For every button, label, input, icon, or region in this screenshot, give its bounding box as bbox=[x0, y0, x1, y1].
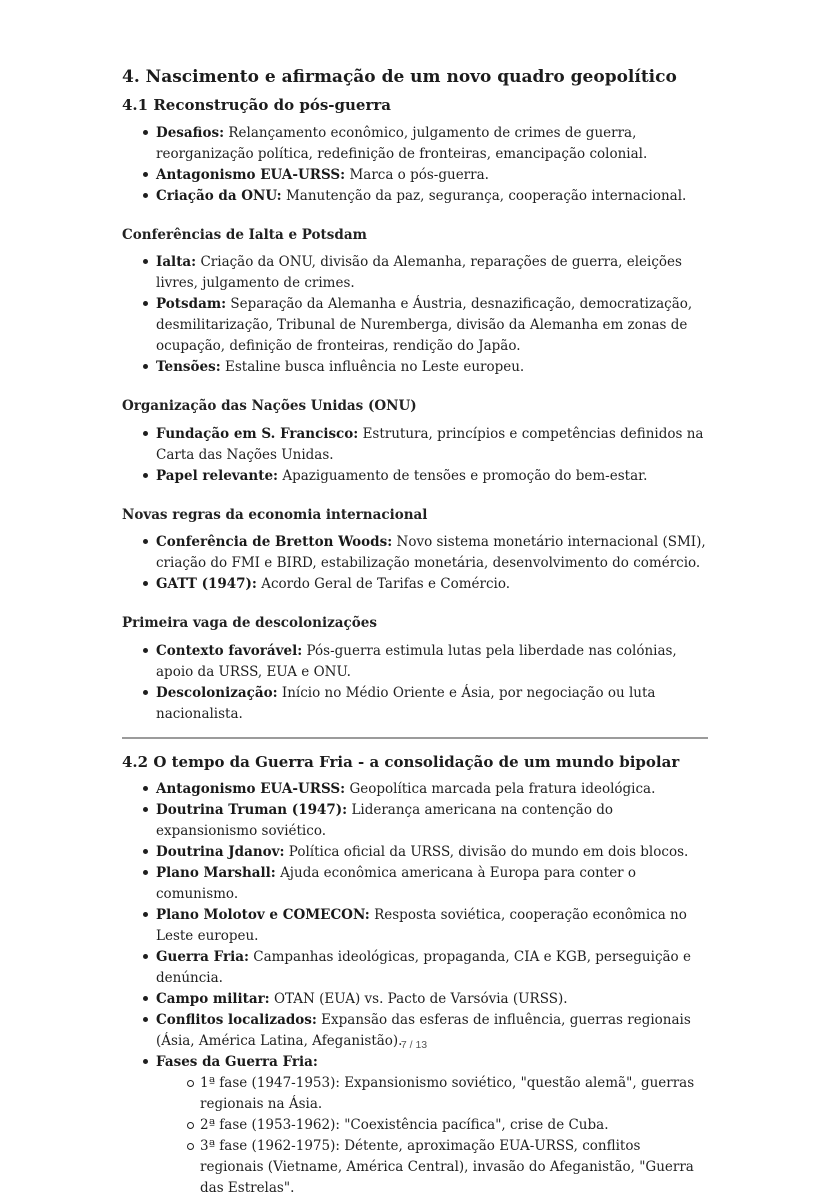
list-item bbox=[122, 863, 708, 905]
item-text: Acordo Geral de Tarifas e Comércio. bbox=[261, 576, 511, 593]
page-number: 7 / 13 bbox=[400, 1039, 428, 1051]
list-item-text bbox=[156, 779, 708, 800]
subsection-heading: Novas regras da economia internacional bbox=[122, 506, 428, 523]
bullet-icon bbox=[143, 912, 148, 917]
item-text: Estaline busca influência no Leste europeu. bbox=[224, 359, 525, 376]
bullet-icon bbox=[143, 1017, 148, 1022]
document-body bbox=[122, 96, 708, 1199]
bullet-marker-cell bbox=[143, 947, 156, 959]
bullet-marker-cell bbox=[143, 989, 156, 1001]
item-label: Doutrina Jdanov: bbox=[156, 844, 285, 861]
item-text: Marca o pós-guerra. bbox=[349, 166, 489, 183]
subsection-heading: Primeira vaga de descolonizações bbox=[122, 615, 377, 632]
list-item-text bbox=[156, 989, 708, 1010]
list-item bbox=[122, 905, 708, 947]
item-label: Fases da Guerra Fria: bbox=[156, 1054, 318, 1071]
list-item bbox=[122, 532, 708, 574]
bullet-icon bbox=[143, 807, 148, 812]
item-label: Papel relevante: bbox=[156, 467, 279, 484]
list-item bbox=[122, 424, 708, 466]
bullet-icon bbox=[143, 539, 148, 544]
bullet-icon bbox=[143, 581, 148, 586]
list-item-text bbox=[156, 466, 708, 487]
bullet-marker-cell bbox=[143, 123, 156, 135]
bullet-list bbox=[122, 424, 708, 487]
list-item bbox=[122, 947, 708, 989]
bullet-icon bbox=[143, 364, 148, 369]
item-text: Apaziguamento de tensões e promoção do bem-estar. bbox=[282, 467, 648, 484]
item-text: Geopolítica marcada pela fratura ideológica. bbox=[349, 781, 656, 798]
item-text: Resposta soviética, cooperação econômica no Leste europeu. bbox=[156, 907, 687, 945]
item-text: Liderança americana na contenção do expansionismo soviético. bbox=[156, 802, 614, 840]
bullet-marker-cell bbox=[143, 252, 156, 264]
section-heading: 4.2 O tempo da Guerra Fria - a consolidação de um mundo bipolar bbox=[122, 752, 680, 771]
bullet-icon bbox=[143, 870, 148, 875]
bullet-icon bbox=[143, 1059, 148, 1064]
item-label: Conflitos localizados: bbox=[156, 1012, 317, 1029]
bullet-marker-cell bbox=[143, 905, 156, 917]
item-text: Início no Médio Oriente e Ásia, por negociação ou luta nacionalista. bbox=[156, 684, 656, 722]
item-label: Ialta: bbox=[156, 254, 197, 271]
item-text: Política oficial da URSS, divisão do mundo em dois blocos. bbox=[288, 844, 689, 861]
list-item bbox=[122, 842, 708, 863]
bullet-icon bbox=[143, 259, 148, 264]
item-text: Novo sistema monetário internacional (SMI), criação do FMI e BIRD, estabilização monetária, desenvolvimento do comércio. bbox=[156, 534, 706, 572]
bullet-marker-cell bbox=[143, 779, 156, 791]
bullet-icon bbox=[143, 130, 148, 135]
circle-bullet-icon bbox=[187, 1122, 194, 1129]
list-item bbox=[122, 683, 708, 725]
item-text: Criação da ONU, divisão da Alemanha, reparações de guerra, eleições livres, julgamento de crimes. bbox=[156, 254, 682, 292]
item-text: Campanhas ideológicas, propaganda, CIA e KGB, perseguição e denúncia. bbox=[156, 949, 691, 987]
sub-item-text: 3ª fase (1962-1975): Détente, aproximação EUA-URSS, conflitos regionais (Vietname, América Central), invasão do Afeganistão, "Guerra das Estrelas". bbox=[200, 1138, 694, 1197]
list-item bbox=[122, 186, 708, 207]
bullet-marker-cell bbox=[143, 641, 156, 653]
bullet-icon bbox=[143, 954, 148, 959]
list-item-text bbox=[156, 905, 708, 947]
item-label: Plano Marshall: bbox=[156, 865, 276, 882]
item-label: Descolonização: bbox=[156, 684, 278, 701]
bullet-icon bbox=[143, 301, 148, 306]
bullet-icon bbox=[143, 193, 148, 198]
item-label: Potsdam: bbox=[156, 296, 227, 313]
list-item bbox=[122, 466, 708, 487]
bullet-icon bbox=[143, 648, 148, 653]
bullet-marker-cell bbox=[143, 186, 156, 198]
item-text: OTAN (EUA) vs. Pacto de Varsóvia (URSS). bbox=[273, 991, 568, 1008]
bullet-icon bbox=[143, 473, 148, 478]
bullet-icon bbox=[143, 172, 148, 177]
bullet-marker-cell bbox=[143, 165, 156, 177]
bullet-list bbox=[122, 641, 708, 725]
item-text: Estrutura, princípios e competências definidos na Carta das Nações Unidas. bbox=[156, 425, 704, 463]
item-label: Tensões: bbox=[156, 359, 221, 376]
item-label: Guerra Fria: bbox=[156, 949, 249, 966]
bullet-marker-cell bbox=[143, 683, 156, 695]
list-item bbox=[122, 123, 708, 165]
bullet-marker-cell bbox=[143, 800, 156, 812]
bullet-marker-cell bbox=[143, 357, 156, 369]
bullet-marker-cell bbox=[143, 294, 156, 306]
bullet-icon bbox=[143, 690, 148, 695]
bullet-icon bbox=[143, 996, 148, 1001]
sub-list-item bbox=[156, 1136, 708, 1199]
bullet-icon bbox=[143, 431, 148, 436]
list-item-text bbox=[156, 1052, 708, 1199]
bullet-marker-cell bbox=[143, 532, 156, 544]
list-item bbox=[122, 252, 708, 294]
list-item-text bbox=[156, 842, 708, 863]
list-item-text bbox=[156, 424, 708, 466]
circle-marker-cell bbox=[187, 1073, 200, 1087]
list-item bbox=[122, 357, 708, 378]
bullet-list bbox=[122, 252, 708, 378]
item-text: Manutenção da paz, segurança, cooperação internacional. bbox=[285, 187, 687, 204]
sub-item-text: 2ª fase (1953-1962): "Coexistência pacífica", crise de Cuba. bbox=[200, 1117, 609, 1134]
bullet-icon bbox=[143, 786, 148, 791]
bullet-marker-cell bbox=[143, 1010, 156, 1022]
item-label: GATT (1947): bbox=[156, 576, 257, 593]
sub-item-text: 1ª fase (1947-1953): Expansionismo soviético, "questão alemã", guerras regionais na Ásia. bbox=[200, 1075, 695, 1113]
list-item-text bbox=[156, 357, 708, 378]
list-item bbox=[122, 294, 708, 357]
page-title: 4. Nascimento e afirmação de um novo quadro geopolítico bbox=[122, 67, 677, 87]
bullet-marker-cell bbox=[143, 842, 156, 854]
item-label: Doutrina Truman (1947): bbox=[156, 802, 348, 819]
bullet-marker-cell bbox=[143, 424, 156, 436]
item-label: Antagonismo EUA-URSS: bbox=[156, 781, 346, 798]
section-heading: 4.1 Reconstrução do pós-guerra bbox=[122, 96, 391, 115]
circle-bullet-icon bbox=[187, 1080, 194, 1087]
bullet-list bbox=[122, 532, 708, 595]
subsection-heading: Organização das Nações Unidas (ONU) bbox=[122, 398, 417, 415]
section-divider bbox=[122, 737, 708, 739]
circle-marker-cell bbox=[187, 1136, 200, 1150]
list-item-text bbox=[156, 123, 708, 165]
item-label: Contexto favorável: bbox=[156, 642, 303, 659]
item-text: Separação da Alemanha e Áustria, desnazificação, democratização, desmilitarização, Tribunal de Nuremberga, divisão da Alemanha em zonas de ocupação, definição de fronteiras, rendição do Japão. bbox=[156, 296, 693, 355]
bullet-icon bbox=[143, 849, 148, 854]
list-item bbox=[122, 779, 708, 800]
list-item-text bbox=[156, 947, 708, 989]
list-item-text bbox=[156, 294, 708, 357]
list-item bbox=[122, 800, 708, 842]
list-item-text bbox=[156, 683, 708, 725]
page-footer bbox=[0, 1039, 828, 1051]
list-item-text bbox=[156, 252, 708, 294]
bullet-marker-cell bbox=[143, 1052, 156, 1064]
list-item bbox=[122, 989, 708, 1010]
list-item-text bbox=[156, 863, 708, 905]
list-item-text bbox=[156, 165, 708, 186]
item-text: Relançamento econômico, julgamento de crimes de guerra, reorganização política, redefinição de fronteiras, emancipação colonial. bbox=[156, 124, 648, 162]
bullet-marker-cell bbox=[143, 466, 156, 478]
item-label: Desafios: bbox=[156, 124, 225, 141]
list-item-text bbox=[156, 641, 708, 683]
item-label: Fundação em S. Francisco: bbox=[156, 425, 359, 442]
bullet-marker-cell bbox=[143, 863, 156, 875]
item-text: Pós-guerra estimula lutas pela liberdade nas colónias, apoio da URSS, EUA e ONU. bbox=[156, 642, 677, 680]
item-label: Antagonismo EUA-URSS: bbox=[156, 166, 346, 183]
list-item-text bbox=[156, 574, 708, 595]
subsection-heading: Conferências de Ialta e Potsdam bbox=[122, 226, 367, 243]
sub-bullet-list bbox=[156, 1073, 708, 1199]
list-item bbox=[122, 574, 708, 595]
circle-marker-cell bbox=[187, 1115, 200, 1129]
list-item-text bbox=[156, 532, 708, 574]
sub-list-item bbox=[156, 1073, 708, 1115]
bullet-marker-cell bbox=[143, 574, 156, 586]
item-text: Expansão das esferas de influência, guerras regionais (Ásia, América Latina, Afeganistão). bbox=[156, 1012, 691, 1050]
list-item bbox=[122, 165, 708, 186]
item-label: Plano Molotov e COMECON: bbox=[156, 907, 370, 924]
circle-bullet-icon bbox=[187, 1143, 194, 1150]
list-item-text bbox=[156, 186, 708, 207]
sub-list-item bbox=[156, 1115, 708, 1136]
item-label: Campo militar: bbox=[156, 991, 270, 1008]
item-label: Conferência de Bretton Woods: bbox=[156, 534, 393, 551]
list-item-text bbox=[156, 800, 708, 842]
list-item bbox=[122, 641, 708, 683]
bullet-list bbox=[122, 123, 708, 207]
bullet-list bbox=[122, 779, 708, 1199]
item-label: Criação da ONU: bbox=[156, 187, 282, 204]
item-text: Ajuda econômica americana à Europa para conter o comunismo. bbox=[156, 865, 637, 903]
list-item bbox=[122, 1052, 708, 1199]
